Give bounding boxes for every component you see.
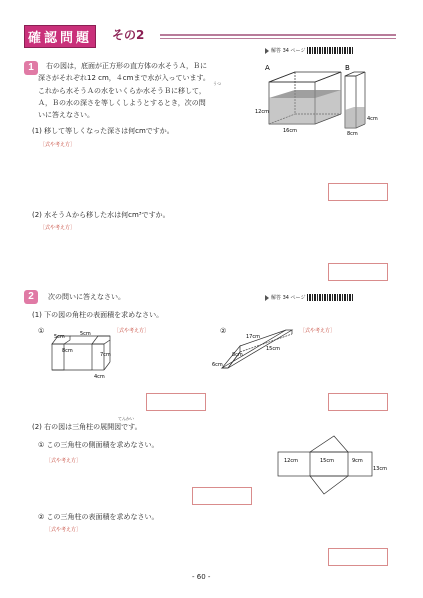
fig1-d1: 5cm [54, 334, 65, 340]
q1-sub1-answer-box[interactable] [328, 183, 388, 201]
page-subtitle: その2 [112, 28, 145, 42]
prism-figure-2 [212, 326, 297, 376]
q2-sub1: (1) 下の図の角柱の表面積を求めなさい。 [32, 311, 164, 319]
answer-reference-2 [265, 294, 353, 301]
q1-sub1-hint: ［式や考え方］ [40, 142, 76, 148]
fig2-d3: 8cm [232, 352, 243, 358]
question-number-1: 1 [24, 61, 38, 75]
q2-sub2-2: ② この三角柱の表面積を求めなさい。 [38, 513, 159, 521]
ruby-utsu: うつ [213, 81, 221, 86]
q2-sub2-2-hint: ［式や考え方］ [46, 527, 82, 533]
q2-sub2-1: ① この三角柱の側面積を求めなさい。 [38, 441, 159, 449]
tank-a-label: A [265, 64, 270, 72]
q2-sub2-2-answer-box[interactable] [328, 548, 388, 566]
title-rule-2 [160, 38, 396, 39]
q2-choice-2: ② [220, 327, 227, 335]
q2-sub2-1-hint: ［式や考え方］ [46, 458, 82, 464]
fig1-d3: 8cm [62, 348, 73, 354]
q2-intro: 次の問いに答えなさい。 [48, 293, 125, 301]
tank-b-base-label: 8cm [347, 131, 358, 137]
q1-sub2-hint: ［式や考え方］ [40, 225, 76, 231]
barcode-icon [307, 47, 353, 54]
q1-text-line-1: 右の図は，底面が正方形の直方体の水そうＡ，Ｂに [46, 62, 207, 70]
fig2-d4: 6cm [212, 362, 223, 368]
q1-sub1: (1) 移して等しくなった深さは何cmですか。 [32, 127, 174, 135]
tank-figure [255, 62, 390, 137]
q2-sub1-hint-1: ［式や考え方］ [114, 328, 150, 334]
page-title: 確認問題 [24, 25, 96, 48]
tank-b-height-label: 4cm [367, 116, 378, 122]
prism-figure-1 [48, 332, 118, 387]
q2-sub2-1-answer-box[interactable] [192, 487, 252, 505]
fig1-d5: 4cm [94, 374, 105, 380]
answer-reference-text: 解答 34 ページ [271, 48, 306, 54]
triangular-prism-net [272, 432, 387, 498]
q1-sub2-answer-box[interactable] [328, 263, 388, 281]
fig2-d1: 17cm [246, 334, 260, 340]
answer-reference-text-2: 解答 34 ページ [271, 295, 306, 301]
q1-text-line-2: 深さがそれぞれ12 cm，４cmまで水が入っています。 [38, 74, 210, 82]
tank-a-base-label: 16cm [283, 128, 297, 134]
tank-b-water [345, 107, 365, 128]
tank-a-height-label: 12cm [255, 109, 269, 115]
net-d4: 13cm [373, 466, 387, 472]
title-rule [160, 34, 396, 36]
barcode-icon [307, 294, 353, 301]
q2-choice-1: ① [38, 327, 45, 335]
q2-sub1-hint-2: ［式や考え方］ [300, 328, 336, 334]
page-number: - 60 - [192, 573, 211, 581]
q1-text-line-3: これから水そうＡの水をいくらか水そうＢに移して， [38, 87, 206, 95]
tank-b-label: B [345, 64, 350, 72]
question-number-2: 2 [24, 290, 38, 304]
fig1-d2: 5cm [80, 331, 91, 337]
q2-sub2: (2) 右の図は三角柱の展開図です。 [32, 423, 142, 431]
q2-sub1-2-answer-box[interactable] [328, 393, 388, 411]
q2-sub1-1-answer-box[interactable] [146, 393, 206, 411]
triangle-marker-icon [265, 48, 269, 54]
q1-sub2: (2) 水そうＡから移した水は何cm³ですか。 [32, 211, 170, 219]
fig2-d2: 15cm [266, 346, 280, 352]
triangle-marker-icon [265, 295, 269, 301]
net-d2: 15cm [320, 458, 334, 464]
net-d1: 12cm [284, 458, 298, 464]
q1-text-line-5: いに答えなさい。 [38, 111, 94, 119]
answer-reference [265, 47, 353, 54]
fig1-d4: 7cm [100, 352, 111, 358]
net-d3: 9cm [352, 458, 363, 464]
q1-text-line-4: Ａ，Ｂの水の深さを等しくしようとするとき，次の問 [38, 99, 206, 107]
ruby-tenkai: てんかい [118, 416, 134, 421]
